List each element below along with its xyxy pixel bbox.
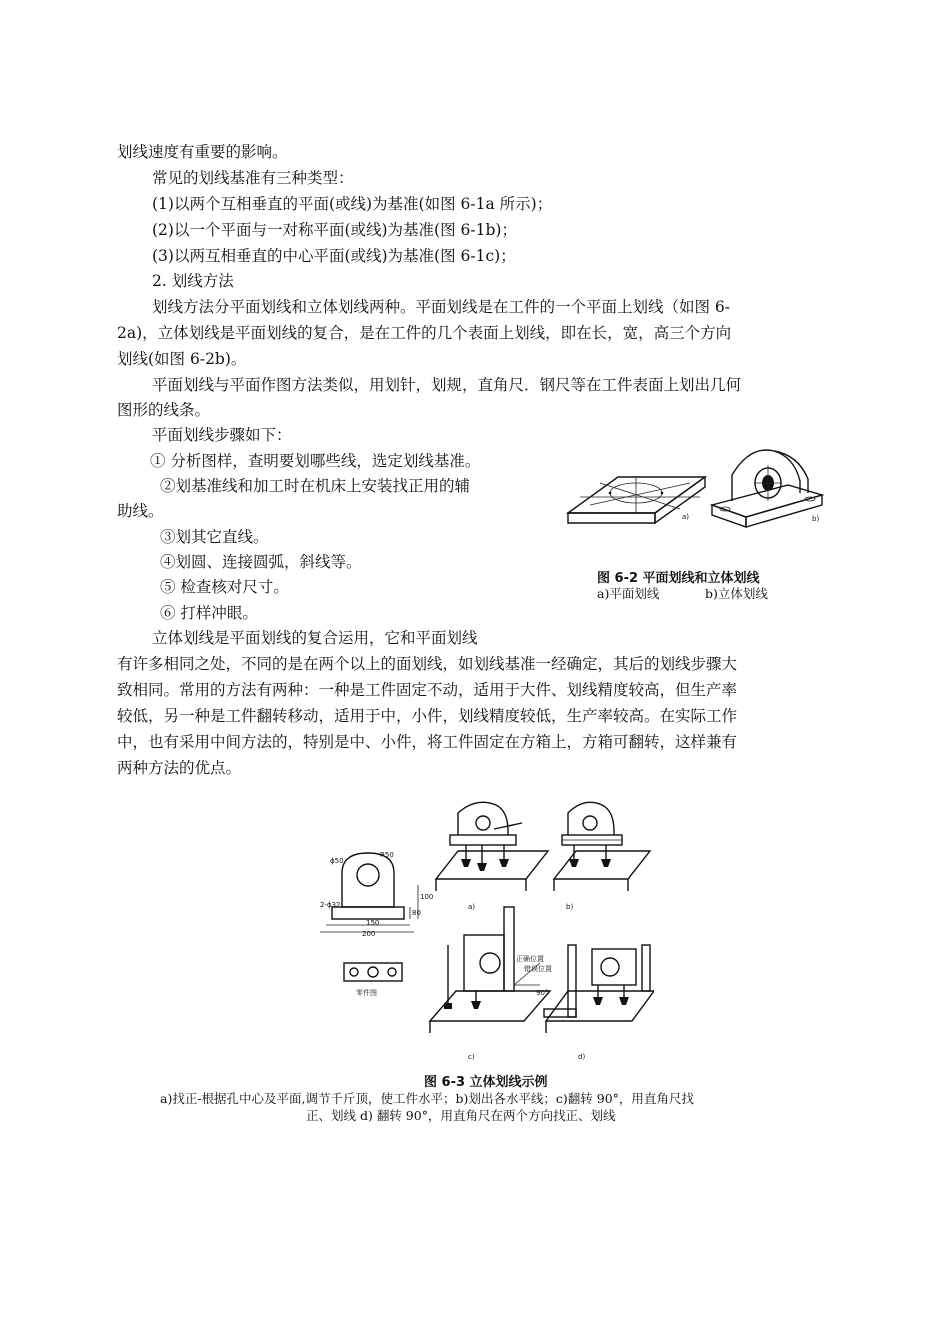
correct-position-label: 正确位置 [516, 955, 544, 963]
part-drawing-label: 零件图 [356, 989, 377, 997]
angle-label: 90° [536, 989, 549, 997]
panel-d-illustration [544, 945, 654, 1033]
paragraph-line: (3)以两互相垂直的中心平面(或线)为基准(图 6-1c)； [152, 247, 516, 265]
dim-80: 80 [412, 909, 421, 917]
paragraph-line: 中，也有采用中间方法的，特别是中、小件，将工件固定在方箱上，方箱可翻转，这样兼有 [117, 733, 738, 751]
step-item: ③划其它直线。 [160, 528, 269, 546]
paragraph-line: 划线速度有重要的影响。 [117, 143, 288, 161]
dim-100: 100 [420, 893, 434, 901]
figure-6-2-subtitle-a: a)平面划线 [597, 586, 660, 601]
figure-6-3-caption-line1: a)找正-根据孔中心及平面,调节千斤顶，使工件水平；b)划出各水平线；c)翻转 90°，用直角尺找 [160, 1091, 694, 1106]
figure-6-3-drawing [318, 795, 654, 1067]
paragraph-line: 致相同。常用的方法有两种：一种是工件固定不动，适用于大件、划线精度较高，但生产率 [117, 681, 738, 699]
paragraph-line: 两种方法的优点。 [117, 759, 242, 777]
dim-2phi: 2-ϕ32 [320, 901, 341, 909]
step-item: ⑥ 打样冲眼。 [160, 604, 258, 622]
paragraph-line: 立体划线是平面划线的复合运用，它和平面划线 [152, 629, 478, 647]
figure-6-2-subtitle-b: b)立体划线 [705, 586, 768, 601]
figure-6-3-title: 图 6-3 立体划线示例 [424, 1075, 548, 1090]
paragraph-line: 常见的划线基准有三种类型： [152, 169, 354, 187]
figure-6-3-caption-line2: 正、划线 d) 翻转 90°，用直角尺在两个方向找正、划线 [306, 1108, 616, 1123]
figure-6-3 [318, 795, 654, 1067]
dim-150: 150 [366, 919, 380, 927]
paragraph-line: 平面划线与平面作图方法类似，用划针，划规，直角尺．钢尺等在工件表面上划出几何 [152, 376, 742, 394]
paragraph-line: 2a)，立体划线是平面划线的复合，是在工件的几个表面上划线，即在长，宽，高三个方向 [117, 324, 732, 342]
paragraph-line: 有许多相同之处，不同的是在两个以上的面划线，如划线基准一经确定，其后的划线步骤大 [117, 655, 738, 673]
paragraph-line: (1)以两个互相垂直的平面(或线)为基准(如图 6-1a 所示)； [152, 195, 553, 213]
figure-6-3-panel-c-label: c) [468, 1053, 475, 1061]
figure-6-2 [560, 435, 830, 570]
section-heading: 2. 划线方法 [152, 272, 234, 290]
part-drawing [320, 853, 418, 981]
figure-6-2-panel-a-label: a) [682, 513, 690, 521]
panel-a-illustration [436, 802, 548, 891]
paragraph-line: 图形的线条。 [117, 401, 211, 419]
figure-6-2-panel-b-label: b) [812, 515, 820, 523]
dim-phi50: ϕ50 [330, 857, 344, 865]
wrong-position-label: 错误位置 [524, 965, 552, 973]
figure-6-2-title: 图 6-2 平面划线和立体划线 [597, 571, 760, 586]
figure-6-3-panel-d-label: d) [578, 1053, 586, 1061]
dim-r50: R50 [380, 851, 394, 859]
paragraph-line: 划线(如图 6-2b)。 [117, 350, 247, 368]
paragraph-line: (2)以一个平面与一对称平面(或线)为基准(图 6-1b)； [152, 221, 517, 239]
figure-6-3-panel-a-label: a) [468, 903, 476, 911]
step-item: ④划圆、连接圆弧，斜线等。 [160, 553, 362, 571]
step-item: ②划基准线和加工时在机床上安装找正用的辅 [160, 477, 471, 495]
paragraph-line: 平面划线步骤如下： [152, 426, 292, 444]
dim-200: 200 [362, 930, 376, 938]
figure-6-2-drawing [560, 435, 830, 570]
bearing-block-illustration [712, 450, 822, 527]
figure-6-3-panel-b-label: b) [566, 903, 574, 911]
step-item: ⑤ 检查核对尺寸。 [160, 578, 289, 596]
panel-b-illustration [554, 802, 650, 891]
step-item: ① 分析图样，查明要划哪些线，选定划线基准。 [150, 452, 481, 470]
paragraph-line: 划线方法分平面划线和立体划线两种。平面划线是在工件的一个平面上划线（如图 6- [152, 298, 731, 316]
paragraph-line: 较低，另一种是工件翻转移动，适用于中，小件，划线精度较低，生产率较高。在实际工作 [117, 707, 738, 725]
paragraph-line: 助线。 [117, 502, 164, 520]
